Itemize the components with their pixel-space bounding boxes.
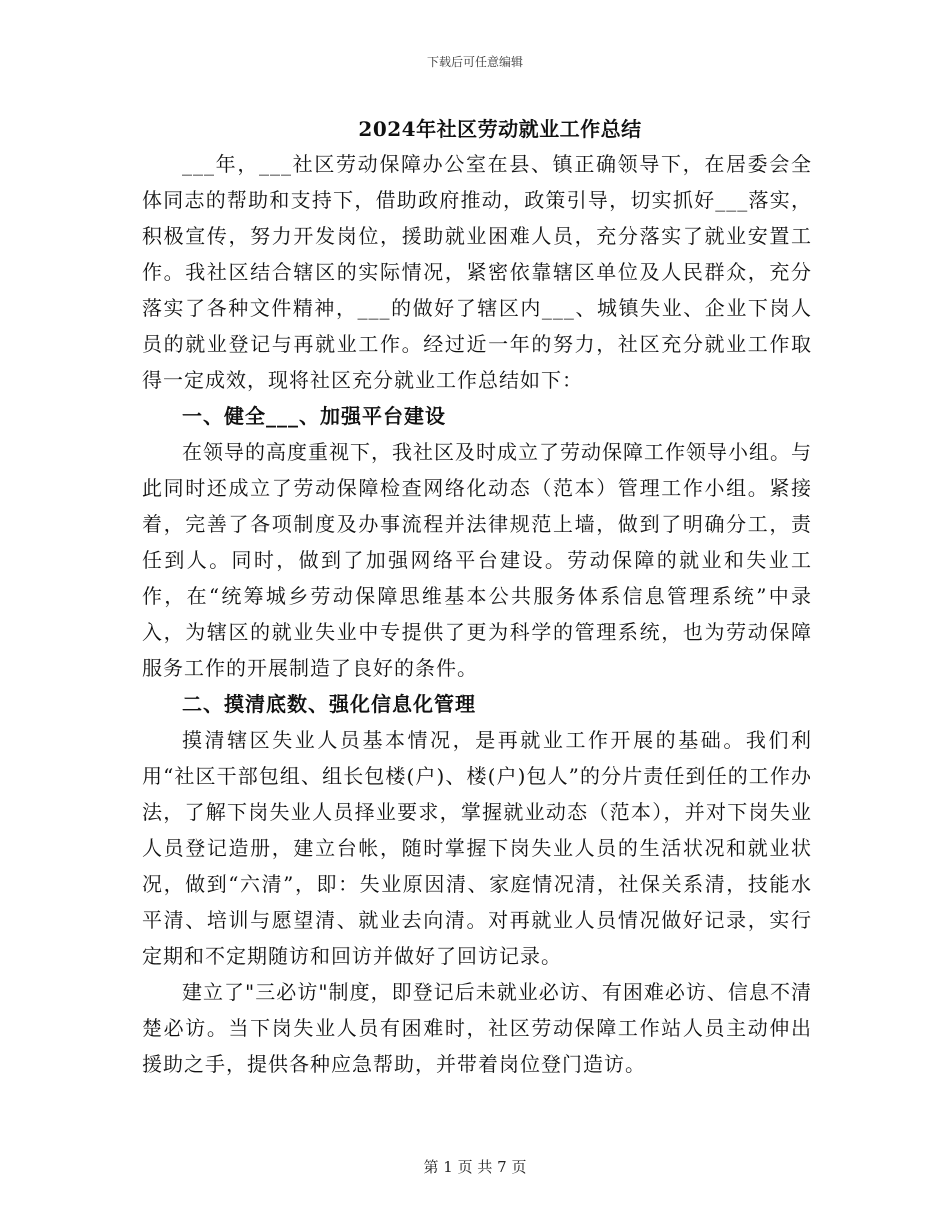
document-title: 2024年社区劳动就业工作总结 — [358, 117, 642, 141]
section-heading-2: 二、摸清底数、强化信息化管理 — [182, 692, 476, 716]
header-note: 下载后可任意编辑 — [426, 55, 523, 69]
page-number: 第 1 页 共 7 页 — [423, 1158, 527, 1176]
document-body — [142, 146, 812, 1082]
section-1-paragraph: 在领导的高度重视下，我社区及时成立了劳动保障工作领导小组。与此同时还成立了劳动保障检查网络化动态（范本）管理工作小组。紧接着，完善了各项制度及办事流程并法律规范上墙，做到了明确分工，责任到人。同时，做到了加强网络平台建设。劳动保障的就业和失业工作，在“统筹城乡劳动保障思维基本公共服务体系信息管理系统”中录入，为辖区的就业失业中专提供了更为科学的管理系统，也为劳动保障服务工作的开展制造了良好的条件。 — [142, 440, 812, 680]
section-2-paragraph-1: 摸清辖区失业人员基本情况，是再就业工作开展的基础。我们利用“社区干部包组、组长包楼(户)、楼(户)包人”的分片责任到任的工作办法，了解下岗失业人员择业要求，掌握就业动态（范本），并对下岗失业人员登记造册，建立台帐，随时掌握下岗失业人员的生活状况和就业状况，做到“六清”，即：失业原因清、家庭情况清，社保关系清，技能水平清、培训与愿望清、就业去向清。对再就业人员情况做好记录，实行定期和不定期随访和回访并做好了回访记录。 — [142, 728, 812, 968]
section-heading-1: 一、健全___、加强平台建设 — [182, 404, 446, 428]
section-2-paragraph-2: 建立了"三必访"制度，即登记后未就业必访、有困难必访、信息不清楚必访。当下岗失业人员有困难时，社区劳动保障工作站人员主动伸出援助之手，提供各种应急帮助，并带着岗位登门造访。 — [142, 980, 812, 1076]
intro-paragraph: ___年，___社区劳动保障办公室在县、镇正确领导下，在居委会全体同志的帮助和支持下，借助政府推动，政策引导，切实抓好___落实，积极宣传，努力开发岗位，援助就业困难人员，充分落实了就业安置工作。我社区结合辖区的实际情况，紧密依靠辖区单位及人民群众，充分落实了各种文件精神，___的做好了辖区内___、城镇失业、企业下岗人员的就业登记与再就业工作。经过近一年的努力，社区充分就业工作取得一定成效，现将社区充分就业工作总结如下： — [142, 152, 812, 392]
